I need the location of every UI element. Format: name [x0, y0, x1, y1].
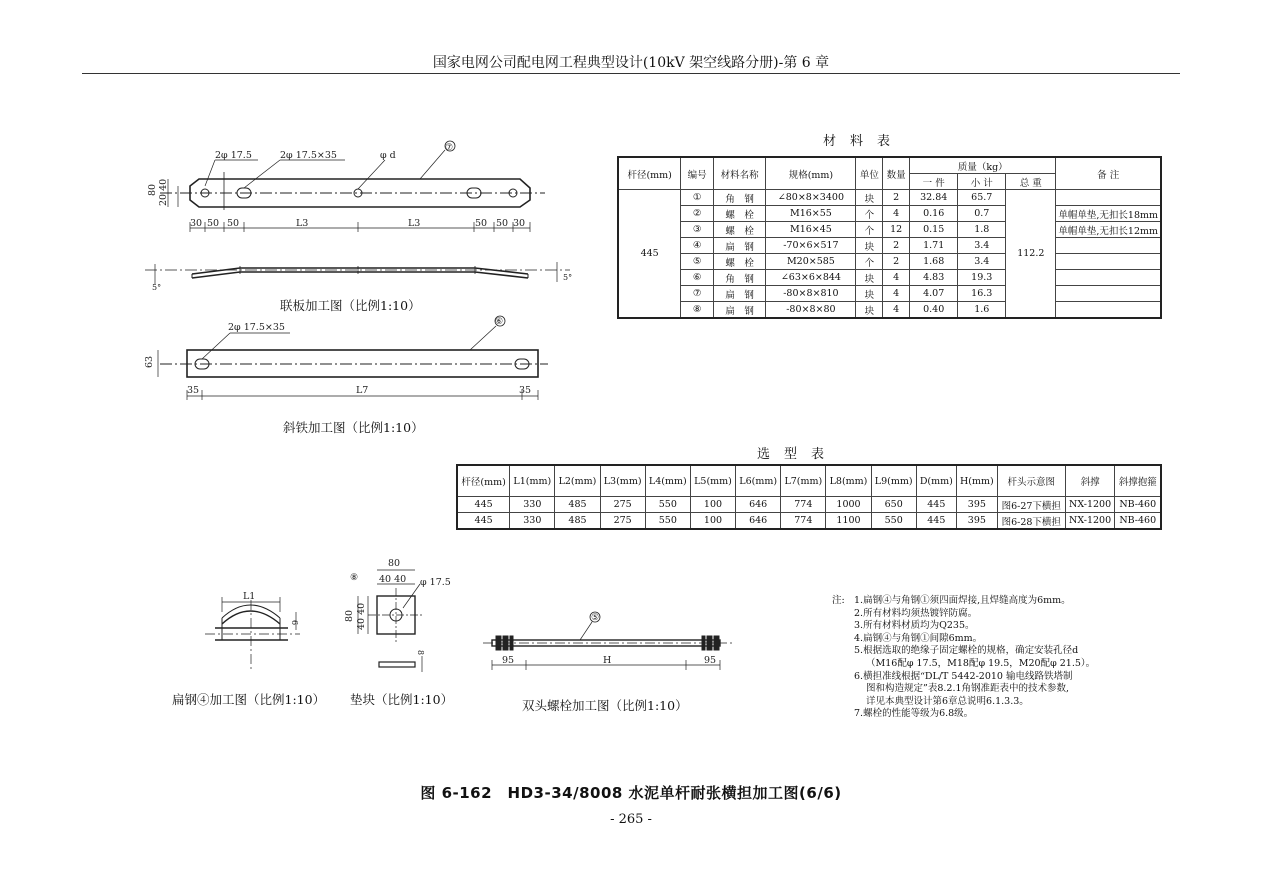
note-item: 4.扁钢④与角钢①间隙6mm。: [854, 632, 983, 644]
cell-name: 扁 钢: [713, 286, 766, 302]
mh-remark: 备 注: [1056, 157, 1161, 190]
lianban-d50d-label: 50: [496, 218, 509, 229]
cell-unit: 个: [856, 254, 883, 270]
lianban-part-label: ⑦: [445, 143, 454, 153]
lianban-elevation: [145, 262, 573, 284]
sel-cell: 550: [871, 513, 916, 530]
luoshuan-caption: 双头螺栓加工图（比例1:10）: [522, 698, 688, 713]
lianban-l3b-label: L3: [408, 218, 421, 229]
sh-cell: 斜撑: [1065, 465, 1115, 497]
diankuai-caption: 垫块（比例1:10）: [350, 692, 454, 707]
cell-name: 扁 钢: [713, 238, 766, 254]
cell-each: 4.07: [910, 286, 958, 302]
cell-remark: 单帽单垫,无扣长18mm: [1056, 206, 1161, 222]
cell-no: ①: [681, 190, 714, 206]
cell-spec: -70×6×517: [766, 238, 856, 254]
xietie-part-label: ⑥: [495, 317, 504, 327]
cell-sub: 65.7: [958, 190, 1006, 206]
sel-cell: 646: [736, 513, 781, 530]
sh-cell: H(mm): [956, 465, 997, 497]
sel-cell: 646: [736, 497, 781, 513]
diankuai-drawing: [358, 570, 424, 672]
cell-name: 角 钢: [713, 190, 766, 206]
cell-sub: 19.3: [958, 270, 1006, 286]
sel-cell: 445: [457, 513, 510, 530]
sel-cell: NB-460: [1115, 497, 1161, 513]
sel-cell: 275: [600, 513, 645, 530]
lianban-angle-right-label: 5°: [563, 273, 573, 282]
cell-unit: 块: [856, 238, 883, 254]
sel-cell: 550: [645, 497, 690, 513]
mh-qty: 数量: [883, 157, 910, 190]
cell-no: ⑥: [681, 270, 714, 286]
lianban-d30b-label: 30: [513, 218, 526, 229]
cell-unit: 块: [856, 302, 883, 319]
lianban-l3a-label: L3: [296, 218, 309, 229]
sel-cell: 275: [600, 497, 645, 513]
mh-mass-total: 总 重: [1006, 174, 1056, 190]
note-item: 详见本典型设计第6章总说明6.1.3.3。: [866, 695, 1029, 707]
cell-spec: ∠80×8×3400: [766, 190, 856, 206]
xietie-caption: 斜铁加工图（比例1:10）: [283, 420, 424, 435]
sel-cell: 774: [781, 497, 826, 513]
sh-cell: L7(mm): [781, 465, 826, 497]
luoshuan-part-label: ⑤: [591, 613, 600, 623]
xietie-d35a-label: 35: [187, 385, 200, 396]
cell-qty: 4: [883, 206, 910, 222]
cell-name: 螺 栓: [713, 254, 766, 270]
sel-cell: 550: [645, 513, 690, 530]
sel-cell: 图6-27下横担: [997, 497, 1065, 513]
cell-each: 32.84: [910, 190, 958, 206]
notes-prefix: 注:: [832, 595, 845, 606]
diankuai-hole-label: φ 17.5: [420, 577, 451, 588]
total-mass-cell: 112.2: [1006, 190, 1056, 319]
sel-cell: 445: [916, 497, 956, 513]
sh-cell: L6(mm): [736, 465, 781, 497]
sh-cell: D(mm): [916, 465, 956, 497]
sh-cell: 斜撑抱箍: [1115, 465, 1161, 497]
mh-mass-each: 一 件: [910, 174, 958, 190]
mh-unit: 单位: [856, 157, 883, 190]
cell-qty: 2: [883, 190, 910, 206]
diankuai-t8-label: 8: [416, 650, 425, 656]
cell-name: 螺 栓: [713, 206, 766, 222]
mh-mass-sub: 小 计: [958, 174, 1006, 190]
lianban-h2040-label: 20 40: [158, 178, 169, 206]
diankuai-w4040-label: 40 40: [379, 574, 407, 585]
sel-cell: 330: [510, 497, 555, 513]
sel-cell: 330: [510, 513, 555, 530]
cell-unit: 块: [856, 190, 883, 206]
xietie-l7-label: L7: [356, 385, 369, 396]
sel-cell: 1100: [826, 513, 871, 530]
luoshuan-d95a-label: 95: [502, 655, 515, 666]
lianban-hole2-label: 2φ 17.5×35: [280, 150, 337, 161]
cell-each: 0.40: [910, 302, 958, 319]
note-item: 3.所有材料材质均为Q235。: [854, 620, 975, 632]
cell-sub: 3.4: [958, 238, 1006, 254]
biangang-drawing: [205, 597, 300, 672]
cell-no: ④: [681, 238, 714, 254]
xietie-hole-label: 2φ 17.5×35: [228, 322, 285, 333]
mh-mass: 质量（kg）: [910, 157, 1056, 174]
page-number: - 265 -: [610, 812, 652, 827]
cell-unit: 个: [856, 222, 883, 238]
sh-cell: L9(mm): [871, 465, 916, 497]
diankuai-h4040-label: 40 40: [356, 602, 367, 630]
material-table-caption: 材料表: [823, 134, 905, 149]
mh-spec: 规格(mm): [766, 157, 856, 190]
cell-qty: 4: [883, 302, 910, 319]
cell-each: 0.15: [910, 222, 958, 238]
cell-unit: 个: [856, 206, 883, 222]
lianban-d30a-label: 30: [190, 218, 203, 229]
lianban-d50c-label: 50: [475, 218, 488, 229]
sel-cell: 100: [690, 513, 735, 530]
sh-cell: L5(mm): [690, 465, 735, 497]
sh-cell: L1(mm): [510, 465, 555, 497]
cell-sub: 0.7: [958, 206, 1006, 222]
cell-qty: 12: [883, 222, 910, 238]
sh-cell: L8(mm): [826, 465, 871, 497]
cell-no: ②: [681, 206, 714, 222]
cell-qty: 4: [883, 270, 910, 286]
cell-remark: 单帽单垫,无扣长12mm: [1056, 222, 1161, 238]
note-item: 2.所有材料均须热镀锌防腐。: [854, 607, 978, 619]
xietie-d35b-label: 35: [519, 385, 532, 396]
note-item: 6.横担准线根据“DL/T 5442-2010 输电线路铁塔制: [854, 670, 1073, 682]
sel-cell: 1000: [826, 497, 871, 513]
mh-pole-dia: 杆径(mm): [618, 157, 681, 190]
note-item: 1.扁钢④与角钢①须四面焊接,且焊缝高度为6mm。: [854, 595, 1071, 606]
cell-each: 1.68: [910, 254, 958, 270]
note-item: （M16配φ 17.5，M18配φ 19.5，M20配φ 21.5）。: [866, 657, 1096, 669]
lianban-d50b-label: 50: [227, 218, 240, 229]
sel-cell: 395: [956, 497, 997, 513]
page-header: 国家电网公司配电网工程典型设计(10kV 架空线路分册)-第 6 章: [432, 55, 830, 71]
cell-qty: 2: [883, 238, 910, 254]
lianban-hole1-label: 2φ 17.5: [215, 150, 252, 161]
cell-no: ⑦: [681, 286, 714, 302]
lianban-hole3-label: φ d: [380, 150, 396, 161]
biangang-t6-label: 6: [290, 620, 299, 626]
cell-spec: -80×8×80: [766, 302, 856, 319]
cell-sub: 3.4: [958, 254, 1006, 270]
sel-cell: 图6-28下横担: [997, 513, 1065, 530]
sel-cell: NX-1200: [1065, 497, 1115, 513]
cell-each: 1.71: [910, 238, 958, 254]
sel-cell: 100: [690, 497, 735, 513]
sel-cell: 445: [916, 513, 956, 530]
cell-spec: -80×8×810: [766, 286, 856, 302]
cell-qty: 4: [883, 286, 910, 302]
selection-table-caption: 选型表: [757, 447, 839, 462]
cell-spec: ∠63×6×844: [766, 270, 856, 286]
diankuai-h80-label: 80: [344, 609, 355, 622]
mh-name: 材料名称: [713, 157, 766, 190]
cell-name: 螺 栓: [713, 222, 766, 238]
sh-cell: L4(mm): [645, 465, 690, 497]
sel-cell: 395: [956, 513, 997, 530]
note-item: 5.根据选取的绝缘子固定螺栓的规格，确定安装孔径d: [854, 645, 1079, 657]
cell-no: ③: [681, 222, 714, 238]
note-item: 7.螺栓的性能等级为6.8级。: [854, 708, 974, 720]
biangang-l1-label: L1: [243, 591, 256, 602]
cell-each: 4.83: [910, 270, 958, 286]
cell-spec: M20×585: [766, 254, 856, 270]
cell-each: 0.16: [910, 206, 958, 222]
sh-cell: 杆径(mm): [457, 465, 510, 497]
sel-cell: 485: [555, 497, 600, 513]
cell-sub: 1.6: [958, 302, 1006, 319]
cell-sub: 16.3: [958, 286, 1006, 302]
sel-cell: 650: [871, 497, 916, 513]
luoshuan-h-label: H: [603, 655, 612, 666]
lianban-caption: 联板加工图（比例1:10）: [280, 298, 421, 313]
sel-cell: NB-460: [1115, 513, 1161, 530]
sel-cell: 485: [555, 513, 600, 530]
sh-cell: L3(mm): [600, 465, 645, 497]
mh-no: 编号: [681, 157, 714, 190]
cell-qty: 2: [883, 254, 910, 270]
note-item: 图和构造规定”表8.2.1角钢准距表中的技术参数,: [866, 683, 1070, 695]
cell-name: 扁 钢: [713, 302, 766, 319]
cell-name: 角 钢: [713, 270, 766, 286]
pole-dia-cell: 445: [618, 190, 681, 319]
xietie-h63-label: 63: [144, 355, 155, 368]
sh-cell: L2(mm): [555, 465, 600, 497]
cell-unit: 块: [856, 270, 883, 286]
diankuai-part-label: ⑧: [350, 573, 359, 583]
sel-cell: 774: [781, 513, 826, 530]
cell-spec: M16×45: [766, 222, 856, 238]
sel-cell: NX-1200: [1065, 513, 1115, 530]
sh-cell: 杆头示意图: [997, 465, 1065, 497]
biangang-caption: 扁钢④加工图（比例1:10）: [172, 692, 326, 707]
cell-sub: 1.8: [958, 222, 1006, 238]
luoshuan-d95b-label: 95: [704, 655, 717, 666]
figure-title: 图 6-162 HD3-34/8008 水泥单杆耐张横担加工图(6/6): [420, 784, 842, 802]
lianban-angle-left-label: 5°: [152, 283, 162, 292]
cell-unit: 块: [856, 286, 883, 302]
diankuai-w80-label: 80: [388, 558, 401, 569]
lianban-h80-label: 80: [147, 183, 158, 196]
lianban-d50a-label: 50: [207, 218, 220, 229]
xietie-plan: [158, 316, 548, 400]
cell-no: ⑤: [681, 254, 714, 270]
cell-no: ⑧: [681, 302, 714, 319]
cell-spec: M16×55: [766, 206, 856, 222]
sel-cell: 445: [457, 497, 510, 513]
